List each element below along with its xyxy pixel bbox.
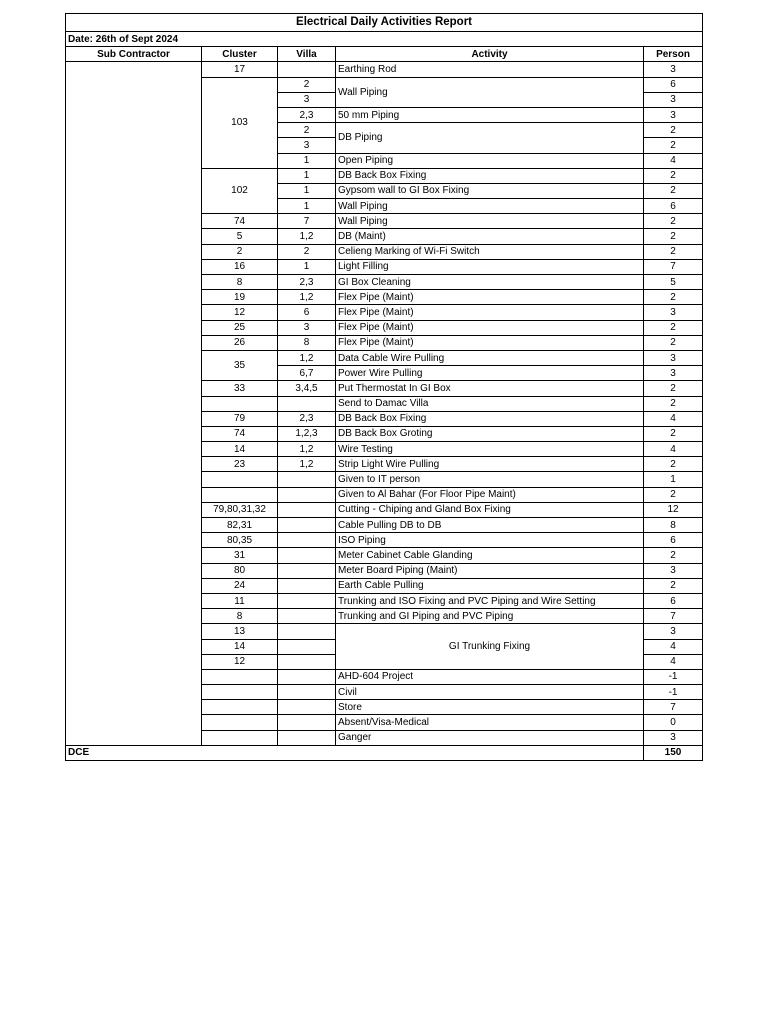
- villa-cell: 7: [278, 214, 336, 229]
- villa-cell: 2,3: [278, 275, 336, 290]
- person-cell: 2: [644, 457, 703, 472]
- activity-cell: Trunking and GI Piping and PVC Piping: [336, 609, 644, 624]
- cluster-cell: 12: [202, 305, 278, 320]
- villa-cell: 2: [278, 123, 336, 138]
- villa-cell: [278, 563, 336, 578]
- person-cell: 2: [644, 487, 703, 502]
- villa-cell: 1,2: [278, 442, 336, 457]
- villa-cell: [278, 396, 336, 411]
- cluster-cell: 80: [202, 563, 278, 578]
- activity-cell: Power Wire Pulling: [336, 366, 644, 381]
- person-cell: 3: [644, 624, 703, 639]
- cluster-cell: 19: [202, 290, 278, 305]
- cluster-cell: [202, 472, 278, 487]
- activity-cell: 50 mm Piping: [336, 107, 644, 122]
- activity-cell: Open Piping: [336, 153, 644, 168]
- villa-cell: 3: [278, 320, 336, 335]
- villa-cell: 3: [278, 138, 336, 153]
- activity-cell: Civil: [336, 685, 644, 700]
- activity-cell: Meter Cabinet Cable Glanding: [336, 548, 644, 563]
- person-cell: 3: [644, 563, 703, 578]
- report-date: Date: 26th of Sept 2024: [66, 32, 703, 47]
- villa-cell: [278, 730, 336, 745]
- villa-cell: 1: [278, 183, 336, 198]
- villa-cell: 1,2: [278, 229, 336, 244]
- cluster-cell: 14: [202, 442, 278, 457]
- cluster-cell: 24: [202, 578, 278, 593]
- activity-cell: Flex Pipe (Maint): [336, 290, 644, 305]
- activity-cell: Flex Pipe (Maint): [336, 305, 644, 320]
- villa-cell: 1: [278, 168, 336, 183]
- cluster-cell: 23: [202, 457, 278, 472]
- cluster-cell: 26: [202, 335, 278, 350]
- person-cell: 4: [644, 442, 703, 457]
- activity-cell: Given to Al Bahar (For Floor Pipe Maint): [336, 487, 644, 502]
- activity-cell: Data Cable Wire Pulling: [336, 350, 644, 365]
- villa-cell: [278, 518, 336, 533]
- villa-cell: [278, 487, 336, 502]
- villa-cell: [278, 578, 336, 593]
- villa-cell: 1: [278, 153, 336, 168]
- villa-cell: 2,3: [278, 107, 336, 122]
- cluster-cell: 14: [202, 639, 278, 654]
- villa-cell: 8: [278, 335, 336, 350]
- person-cell: 3: [644, 92, 703, 107]
- villa-cell: 3,4,5: [278, 381, 336, 396]
- cluster-cell: 79,80,31,32: [202, 502, 278, 517]
- person-cell: 6: [644, 593, 703, 608]
- activity-cell: Strip Light Wire Pulling: [336, 457, 644, 472]
- person-cell: 2: [644, 290, 703, 305]
- person-cell: 2: [644, 229, 703, 244]
- header-villa: Villa: [278, 47, 336, 62]
- villa-cell: 2: [278, 244, 336, 259]
- villa-cell: [278, 669, 336, 684]
- header-cluster: Cluster: [202, 47, 278, 62]
- cluster-cell: 17: [202, 62, 278, 77]
- cluster-cell: 82,31: [202, 518, 278, 533]
- cluster-cell: [202, 700, 278, 715]
- cluster-cell: [202, 487, 278, 502]
- villa-cell: [278, 472, 336, 487]
- villa-cell: 1: [278, 199, 336, 214]
- total-persons: 150: [644, 745, 703, 760]
- villa-cell: [278, 639, 336, 654]
- person-cell: 2: [644, 244, 703, 259]
- person-cell: 8: [644, 518, 703, 533]
- person-cell: 7: [644, 700, 703, 715]
- cluster-cell: 74: [202, 214, 278, 229]
- cluster-cell: 5: [202, 229, 278, 244]
- report-body: [66, 14, 703, 761]
- person-cell: 4: [644, 411, 703, 426]
- activity-cell: Cutting - Chiping and Gland Box Fixing: [336, 502, 644, 517]
- cluster-cell: 16: [202, 259, 278, 274]
- activity-cell: Earthing Rod: [336, 62, 644, 77]
- person-cell: 6: [644, 533, 703, 548]
- activity-cell: Put Thermostat In GI Box: [336, 381, 644, 396]
- person-cell: -1: [644, 685, 703, 700]
- activity-cell: DB Piping: [336, 123, 644, 153]
- person-cell: 2: [644, 214, 703, 229]
- person-cell: 7: [644, 609, 703, 624]
- person-cell: 1: [644, 472, 703, 487]
- villa-cell: [278, 654, 336, 669]
- person-cell: 12: [644, 502, 703, 517]
- villa-cell: 1,2: [278, 290, 336, 305]
- cluster-cell: 13: [202, 624, 278, 639]
- total-row: [66, 745, 703, 760]
- villa-cell: [278, 715, 336, 730]
- person-cell: 3: [644, 107, 703, 122]
- villa-cell: [278, 502, 336, 517]
- person-cell: 7: [644, 259, 703, 274]
- cluster-cell: 2: [202, 244, 278, 259]
- header-person: Person: [644, 47, 703, 62]
- person-cell: 3: [644, 366, 703, 381]
- activity-cell: Cable Pulling DB to DB: [336, 518, 644, 533]
- villa-cell: [278, 548, 336, 563]
- cluster-cell: 8: [202, 609, 278, 624]
- villa-cell: 3: [278, 92, 336, 107]
- cluster-cell: 35: [202, 350, 278, 380]
- person-cell: -1: [644, 669, 703, 684]
- activity-cell: Earth Cable Pulling: [336, 578, 644, 593]
- person-cell: 6: [644, 77, 703, 92]
- person-cell: 2: [644, 138, 703, 153]
- header-row: [66, 47, 703, 62]
- activity-cell: Wire Testing: [336, 442, 644, 457]
- activity-cell: Store: [336, 700, 644, 715]
- villa-cell: [278, 685, 336, 700]
- villa-cell: 6,7: [278, 366, 336, 381]
- activity-cell: Wall Piping: [336, 77, 644, 107]
- person-cell: 3: [644, 62, 703, 77]
- person-cell: 2: [644, 578, 703, 593]
- villa-cell: [278, 62, 336, 77]
- person-cell: 2: [644, 335, 703, 350]
- cluster-cell: 102: [202, 168, 278, 214]
- activity-cell: Meter Board Piping (Maint): [336, 563, 644, 578]
- date-row: [66, 32, 703, 47]
- person-cell: 2: [644, 168, 703, 183]
- activity-cell: Flex Pipe (Maint): [336, 335, 644, 350]
- cluster-cell: 8: [202, 275, 278, 290]
- header-sub-contractor: Sub Contractor: [66, 47, 202, 62]
- person-cell: 2: [644, 548, 703, 563]
- activity-cell: DB Back Box Fixing: [336, 168, 644, 183]
- person-cell: 0: [644, 715, 703, 730]
- cluster-cell: 12: [202, 654, 278, 669]
- person-cell: 2: [644, 396, 703, 411]
- villa-cell: 6: [278, 305, 336, 320]
- person-cell: 3: [644, 730, 703, 745]
- cluster-cell: [202, 715, 278, 730]
- activity-cell: GI Trunking Fixing: [336, 624, 644, 670]
- cluster-cell: 11: [202, 593, 278, 608]
- activity-cell: Send to Damac Villa: [336, 396, 644, 411]
- cluster-cell: [202, 669, 278, 684]
- person-cell: 2: [644, 426, 703, 441]
- activity-cell: ISO Piping: [336, 533, 644, 548]
- villa-cell: 1: [278, 259, 336, 274]
- villa-cell: [278, 533, 336, 548]
- activity-cell: Wall Piping: [336, 199, 644, 214]
- activity-cell: AHD-604 Project: [336, 669, 644, 684]
- activity-cell: Trunking and ISO Fixing and PVC Piping and Wire Setting: [336, 593, 644, 608]
- activity-cell: DB (Maint): [336, 229, 644, 244]
- activity-cell: Celieng Marking of Wi-Fi Switch: [336, 244, 644, 259]
- header-activity: Activity: [336, 47, 644, 62]
- cluster-cell: 25: [202, 320, 278, 335]
- villa-cell: [278, 624, 336, 639]
- activity-cell: Ganger: [336, 730, 644, 745]
- activity-cell: Wall Piping: [336, 214, 644, 229]
- cluster-cell: [202, 685, 278, 700]
- villa-cell: 2: [278, 77, 336, 92]
- cluster-cell: [202, 730, 278, 745]
- person-cell: 2: [644, 320, 703, 335]
- activity-cell: DB Back Box Fixing: [336, 411, 644, 426]
- table-row: [66, 62, 703, 77]
- person-cell: 3: [644, 305, 703, 320]
- villa-cell: 1,2: [278, 350, 336, 365]
- total-label: DCE: [66, 745, 644, 760]
- cluster-cell: 31: [202, 548, 278, 563]
- cluster-cell: 103: [202, 77, 278, 168]
- person-cell: 4: [644, 153, 703, 168]
- villa-cell: [278, 593, 336, 608]
- activity-cell: Light Filling: [336, 259, 644, 274]
- person-cell: 6: [644, 199, 703, 214]
- cluster-cell: 33: [202, 381, 278, 396]
- villa-cell: 1,2: [278, 457, 336, 472]
- activity-cell: Flex Pipe (Maint): [336, 320, 644, 335]
- villa-cell: 1,2,3: [278, 426, 336, 441]
- villa-cell: [278, 609, 336, 624]
- person-cell: 2: [644, 183, 703, 198]
- cluster-cell: 80,35: [202, 533, 278, 548]
- sub-contractor-cell: [66, 62, 202, 745]
- villa-cell: 2,3: [278, 411, 336, 426]
- activity-cell: Gypsom wall to GI Box Fixing: [336, 183, 644, 198]
- cluster-cell: 74: [202, 426, 278, 441]
- activity-cell: GI Box Cleaning: [336, 275, 644, 290]
- cluster-cell: [202, 396, 278, 411]
- cluster-cell: 79: [202, 411, 278, 426]
- title-row: [66, 14, 703, 32]
- daily-activities-report-table: [65, 13, 703, 761]
- activity-cell: DB Back Box Groting: [336, 426, 644, 441]
- person-cell: 4: [644, 654, 703, 669]
- activity-cell: Absent/Visa-Medical: [336, 715, 644, 730]
- person-cell: 2: [644, 123, 703, 138]
- person-cell: 5: [644, 275, 703, 290]
- person-cell: 3: [644, 350, 703, 365]
- person-cell: 2: [644, 381, 703, 396]
- report-title: Electrical Daily Activities Report: [66, 14, 703, 32]
- activity-cell: Given to IT person: [336, 472, 644, 487]
- person-cell: 4: [644, 639, 703, 654]
- villa-cell: [278, 700, 336, 715]
